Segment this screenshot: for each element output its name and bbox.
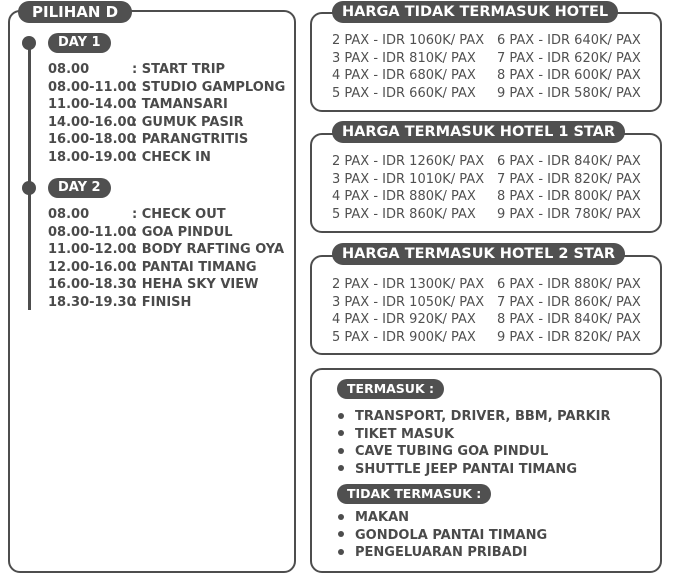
- includes-list: [338, 408, 611, 478]
- schedule-row: 14.00-16.00: GUMUK PASIR: [48, 114, 244, 130]
- price-item: 9 PAX - IDR 780K/ PAX: [497, 206, 641, 222]
- includes-title: TERMASUK :: [337, 379, 444, 399]
- bullet-icon: [338, 514, 344, 520]
- bullet-icon: [338, 549, 344, 555]
- list-item: SHUTTLE JEEP PANTAI TIMANG: [338, 461, 611, 479]
- schedule-row: 08.00 : CHECK OUT: [48, 207, 226, 222]
- itinerary-title: PILIHAN D: [18, 1, 132, 23]
- excludes-title: TIDAK TERMASUK :: [337, 484, 491, 504]
- list-item: GONDOLA PANTAI TIMANG: [338, 527, 547, 545]
- list-item: TIKET MASUK: [338, 426, 611, 444]
- price-item: 3 PAX - IDR 1050K/ PAX: [332, 294, 485, 310]
- bullet-icon: [338, 531, 344, 537]
- price-item: 2 PAX - IDR 1260K/ PAX: [332, 154, 485, 169]
- list-item: TRANSPORT, DRIVER, BBM, PARKIR: [338, 408, 611, 426]
- price-item: 9 PAX - IDR 580K/ PAX: [497, 85, 641, 101]
- schedule-row: 11.00-12.00: BODY RAFTING OYA: [48, 242, 285, 257]
- price-item: 3 PAX - IDR 1010K/ PAX: [332, 171, 485, 187]
- excludes-list: [338, 509, 547, 562]
- price-item: 2 PAX - IDR 1060K/ PAX: [332, 33, 485, 48]
- bullet-icon: [338, 465, 344, 471]
- price-item: 4 PAX - IDR 880K/ PAX: [332, 189, 476, 204]
- day-2-schedule: [48, 206, 284, 311]
- price-item: 3 PAX - IDR 810K/ PAX: [332, 50, 476, 66]
- price-grid-no-hotel: [332, 32, 657, 102]
- price-grid-hotel-1-star: [332, 153, 657, 223]
- price-item: 5 PAX - IDR 860K/ PAX: [332, 206, 476, 222]
- price-item: 7 PAX - IDR 860K/ PAX: [497, 294, 641, 310]
- price-item: 2 PAX - IDR 1300K/ PAX: [332, 277, 485, 292]
- schedule-row: 08.00-11.00: STUDIO GAMPLONG: [48, 79, 286, 95]
- price-item: 5 PAX - IDR 660K/ PAX: [332, 85, 476, 101]
- bullet-icon: [338, 430, 344, 436]
- price-item: 7 PAX - IDR 820K/ PAX: [497, 171, 641, 187]
- list-item: PENGELUARAN PRIBADI: [338, 544, 547, 562]
- schedule-row: 18.30-19.30: FINISH: [48, 294, 192, 310]
- schedule-row: 16.00-18.30: HEHA SKY VIEW: [48, 277, 259, 292]
- price-box-hotel-1-star-title: HARGA TERMASUK HOTEL 1 STAR: [332, 121, 625, 143]
- price-item: 9 PAX - IDR 820K/ PAX: [497, 329, 641, 345]
- price-item: 6 PAX - IDR 880K/ PAX: [497, 277, 641, 292]
- bullet-icon: [338, 413, 344, 419]
- list-item: MAKAN: [338, 509, 547, 527]
- schedule-row: 16.00-18.00: PARANGTRITIS: [48, 132, 249, 147]
- price-item: 6 PAX - IDR 840K/ PAX: [497, 154, 641, 169]
- day-1-label: DAY 1: [48, 33, 111, 53]
- schedule-row: 11.00-14.00: TAMANSARI: [48, 97, 228, 112]
- timeline-line: [28, 42, 31, 310]
- price-item: 8 PAX - IDR 840K/ PAX: [497, 312, 641, 327]
- schedule-row: 12.00-16.00: PANTAI TIMANG: [48, 259, 257, 275]
- price-item: 4 PAX - IDR 680K/ PAX: [332, 68, 476, 83]
- price-item: 7 PAX - IDR 620K/ PAX: [497, 50, 641, 66]
- bullet-icon: [338, 448, 344, 454]
- schedule-row: 08.00-11.00: GOA PINDUL: [48, 224, 233, 240]
- schedule-row: 18.00-19.00: CHECK IN: [48, 149, 211, 165]
- list-item: CAVE TUBING GOA PINDUL: [338, 443, 611, 461]
- day-1-schedule: [48, 61, 285, 166]
- price-item: 8 PAX - IDR 600K/ PAX: [497, 68, 641, 83]
- price-grid-hotel-2-star: [332, 276, 657, 346]
- timeline-dot-day-1: [22, 36, 36, 50]
- price-item: 8 PAX - IDR 800K/ PAX: [497, 189, 641, 204]
- price-box-no-hotel-title: HARGA TIDAK TERMASUK HOTEL: [332, 1, 618, 23]
- price-item: 6 PAX - IDR 640K/ PAX: [497, 33, 641, 48]
- price-item: 4 PAX - IDR 920K/ PAX: [332, 312, 476, 327]
- timeline-dot-day-2: [22, 181, 36, 195]
- schedule-row: 08.00 : START TRIP: [48, 62, 226, 77]
- day-2-label: DAY 2: [48, 178, 111, 198]
- price-item: 5 PAX - IDR 900K/ PAX: [332, 329, 476, 345]
- price-box-hotel-2-star-title: HARGA TERMASUK HOTEL 2 STAR: [332, 243, 625, 265]
